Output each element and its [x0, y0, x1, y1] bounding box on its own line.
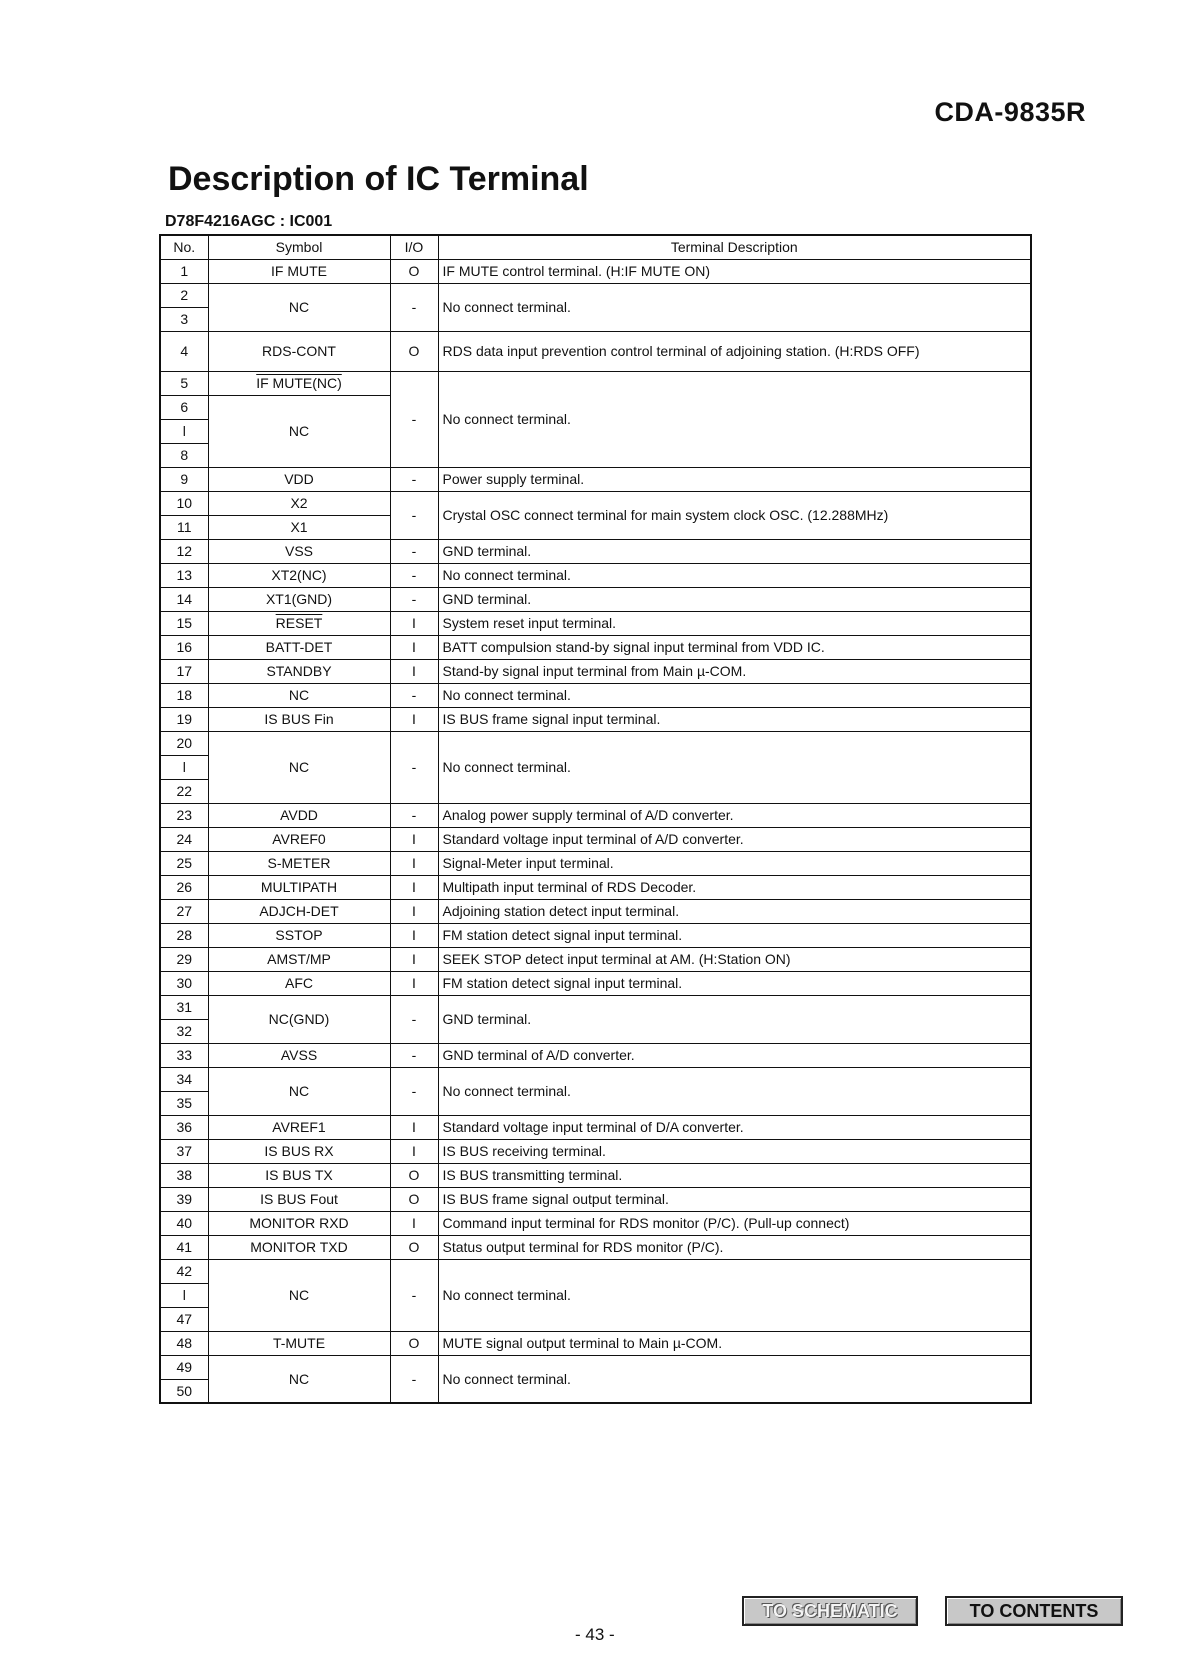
table-header-row [160, 235, 1031, 259]
pin-io: - [390, 587, 438, 611]
pin-io: - [390, 563, 438, 587]
table-row [160, 731, 1031, 755]
pin-io: I [390, 971, 438, 995]
pin-no: 24 [160, 827, 208, 851]
pin-io: - [390, 1259, 438, 1331]
pin-io: O [390, 1331, 438, 1355]
table-row [160, 971, 1031, 995]
pin-symbol: SSTOP [208, 923, 390, 947]
pin-no: 6 [160, 395, 208, 419]
pin-no: l [160, 1283, 208, 1307]
pin-no: 4 [160, 331, 208, 371]
pin-description: IS BUS transmitting terminal. [438, 1163, 1031, 1187]
pin-no: 18 [160, 683, 208, 707]
pin-description: Stand-by signal input terminal from Main µ-COM. [438, 659, 1031, 683]
col-header-io: I/O [390, 235, 438, 259]
pin-no: 33 [160, 1043, 208, 1067]
pin-io: - [390, 1067, 438, 1115]
pin-symbol: AFC [208, 971, 390, 995]
pin-no: 35 [160, 1091, 208, 1115]
pin-symbol: NC [208, 731, 390, 803]
pin-io: - [390, 731, 438, 803]
pin-symbol [208, 611, 390, 635]
pin-description: No connect terminal. [438, 731, 1031, 803]
table-row [160, 1139, 1031, 1163]
pin-description: System reset input terminal. [438, 611, 1031, 635]
pin-symbol: IS BUS Fout [208, 1187, 390, 1211]
pin-description: IF MUTE control terminal. (H:IF MUTE ON) [438, 259, 1031, 283]
pin-io: I [390, 947, 438, 971]
pin-io: I [390, 827, 438, 851]
table-row [160, 1211, 1031, 1235]
table-row [160, 899, 1031, 923]
pin-no: 19 [160, 707, 208, 731]
pin-description: No connect terminal. [438, 1355, 1031, 1403]
pin-no: 15 [160, 611, 208, 635]
table-row [160, 563, 1031, 587]
pin-symbol: VSS [208, 539, 390, 563]
pin-no: 36 [160, 1115, 208, 1139]
col-header-symbol: Symbol [208, 235, 390, 259]
pin-io: I [390, 1139, 438, 1163]
table-row [160, 259, 1031, 283]
pin-symbol: X1 [208, 515, 390, 539]
pin-no: 22 [160, 779, 208, 803]
pin-no: 12 [160, 539, 208, 563]
pin-no: 47 [160, 1307, 208, 1331]
pin-no: 9 [160, 467, 208, 491]
table-row [160, 587, 1031, 611]
pin-no: 41 [160, 1235, 208, 1259]
pin-description: No connect terminal. [438, 683, 1031, 707]
pin-io: I [390, 707, 438, 731]
pin-description: IS BUS frame signal input terminal. [438, 707, 1031, 731]
pin-no: l [160, 755, 208, 779]
pin-description: FM station detect signal input terminal. [438, 971, 1031, 995]
pin-symbol: NC [208, 283, 390, 331]
to-schematic-button[interactable]: TO SCHEMATIC [742, 1596, 918, 1626]
pin-io: I [390, 923, 438, 947]
table-row [160, 1187, 1031, 1211]
pin-io: I [390, 899, 438, 923]
pin-io: - [390, 467, 438, 491]
pin-symbol: NC(GND) [208, 995, 390, 1043]
pin-symbol: NC [208, 683, 390, 707]
table-row [160, 467, 1031, 491]
pin-symbol: MULTIPATH [208, 875, 390, 899]
pin-no: 8 [160, 443, 208, 467]
pin-no: 1 [160, 259, 208, 283]
to-contents-button[interactable]: TO CONTENTS [945, 1596, 1123, 1626]
pin-symbol: AVDD [208, 803, 390, 827]
pin-no: l [160, 419, 208, 443]
table-row [160, 803, 1031, 827]
ic-subtitle: D78F4216AGC : IC001 [165, 213, 333, 230]
pin-description: IS BUS receiving terminal. [438, 1139, 1031, 1163]
pin-symbol: IF MUTE [208, 259, 390, 283]
pin-description: Analog power supply terminal of A/D converter. [438, 803, 1031, 827]
table-row [160, 851, 1031, 875]
pin-no: 16 [160, 635, 208, 659]
pin-no: 39 [160, 1187, 208, 1211]
pin-description: No connect terminal. [438, 283, 1031, 331]
table-row [160, 539, 1031, 563]
pin-description: MUTE signal output terminal to Main µ-COM. [438, 1331, 1031, 1355]
pin-symbol: X2 [208, 491, 390, 515]
pin-io: I [390, 851, 438, 875]
pin-symbol: NC [208, 395, 390, 467]
pin-description: Crystal OSC connect terminal for main system clock OSC. (12.288MHz) [438, 491, 1031, 539]
pin-description: No connect terminal. [438, 371, 1031, 467]
pin-io: - [390, 1355, 438, 1403]
pin-no: 10 [160, 491, 208, 515]
pin-symbol: AMST/MP [208, 947, 390, 971]
pin-symbol: XT1(GND) [208, 587, 390, 611]
table-row [160, 827, 1031, 851]
pin-symbol: AVSS [208, 1043, 390, 1067]
pin-symbol: NC [208, 1355, 390, 1403]
pin-description: Power supply terminal. [438, 467, 1031, 491]
table-row [160, 923, 1031, 947]
pin-io: I [390, 875, 438, 899]
model-number: CDA-9835R [934, 97, 1086, 127]
pin-no: 38 [160, 1163, 208, 1187]
pin-symbol: XT2(NC) [208, 563, 390, 587]
pin-no: 29 [160, 947, 208, 971]
pin-io: O [390, 1235, 438, 1259]
pin-symbol: IS BUS Fin [208, 707, 390, 731]
table-row [160, 995, 1031, 1019]
pin-io: I [390, 635, 438, 659]
table-row [160, 1355, 1031, 1379]
pin-symbol: MONITOR TXD [208, 1235, 390, 1259]
table-row [160, 1067, 1031, 1091]
pin-description: Command input terminal for RDS monitor (P/C). (Pull-up connect) [438, 1211, 1031, 1235]
pin-symbol: STANDBY [208, 659, 390, 683]
pin-symbol: S-METER [208, 851, 390, 875]
pin-no: 27 [160, 899, 208, 923]
pin-symbol: IS BUS TX [208, 1163, 390, 1187]
pin-no: 48 [160, 1331, 208, 1355]
pin-io: O [390, 259, 438, 283]
pin-description: GND terminal. [438, 539, 1031, 563]
pin-no: 42 [160, 1259, 208, 1283]
pin-description: RDS data input prevention control terminal of adjoining station. (H:RDS OFF) [438, 331, 1031, 371]
pin-io: - [390, 995, 438, 1043]
table-row [160, 1235, 1031, 1259]
pin-no: 23 [160, 803, 208, 827]
table-row [160, 371, 1031, 395]
pin-no: 3 [160, 307, 208, 331]
pin-description: Standard voltage input terminal of A/D converter. [438, 827, 1031, 851]
pin-symbol: MONITOR RXD [208, 1211, 390, 1235]
pin-description: Status output terminal for RDS monitor (P/C). [438, 1235, 1031, 1259]
pin-io: - [390, 371, 438, 467]
pin-description: GND terminal of A/D converter. [438, 1043, 1031, 1067]
pin-no: 5 [160, 371, 208, 395]
pin-io: - [390, 683, 438, 707]
pin-io: - [390, 283, 438, 331]
table-row [160, 683, 1031, 707]
pin-description: FM station detect signal input terminal. [438, 923, 1031, 947]
pin-io: - [390, 539, 438, 563]
pin-io: O [390, 1187, 438, 1211]
pin-description: Standard voltage input terminal of D/A converter. [438, 1115, 1031, 1139]
table-row [160, 659, 1031, 683]
pin-symbol: T-MUTE [208, 1331, 390, 1355]
pin-no: 25 [160, 851, 208, 875]
pin-no: 32 [160, 1019, 208, 1043]
pin-no: 31 [160, 995, 208, 1019]
pin-no: 2 [160, 283, 208, 307]
pin-symbol: BATT-DET [208, 635, 390, 659]
table-row [160, 283, 1031, 307]
pin-symbol: NC [208, 1067, 390, 1115]
pin-description: GND terminal. [438, 587, 1031, 611]
table-row [160, 1043, 1031, 1067]
pin-no: 49 [160, 1355, 208, 1379]
pin-no: 13 [160, 563, 208, 587]
pin-symbol: VDD [208, 467, 390, 491]
pin-description: IS BUS frame signal output terminal. [438, 1187, 1031, 1211]
table-row [160, 331, 1031, 371]
pin-description: BATT compulsion stand-by signal input terminal from VDD IC. [438, 635, 1031, 659]
pin-no: 26 [160, 875, 208, 899]
pin-symbol: IS BUS RX [208, 1139, 390, 1163]
pin-io: - [390, 803, 438, 827]
pin-io: I [390, 1115, 438, 1139]
pin-io: - [390, 491, 438, 539]
table-row [160, 1163, 1031, 1187]
page-number: - 43 - [575, 1625, 615, 1644]
pin-no: 17 [160, 659, 208, 683]
pin-description: No connect terminal. [438, 1067, 1031, 1115]
pin-description: Multipath input terminal of RDS Decoder. [438, 875, 1031, 899]
table-row [160, 1331, 1031, 1355]
pin-no: 34 [160, 1067, 208, 1091]
table-row [160, 875, 1031, 899]
pin-no: 50 [160, 1379, 208, 1403]
pin-io: O [390, 1163, 438, 1187]
pin-io: O [390, 331, 438, 371]
pin-description: No connect terminal. [438, 1259, 1031, 1331]
pin-symbol: AVREF1 [208, 1115, 390, 1139]
pin-io: I [390, 659, 438, 683]
pin-io: I [390, 611, 438, 635]
table-row [160, 491, 1031, 515]
pin-no: 28 [160, 923, 208, 947]
pin-no: 37 [160, 1139, 208, 1163]
pin-io: - [390, 1043, 438, 1067]
pin-no: 30 [160, 971, 208, 995]
pin-symbol: NC [208, 1259, 390, 1331]
table-row [160, 707, 1031, 731]
pin-symbol-text: IF MUTE(NC) [256, 375, 342, 391]
pin-no: 20 [160, 731, 208, 755]
terminal-table [159, 234, 1032, 1404]
table-row [160, 1259, 1031, 1283]
pin-symbol-text: RESET [275, 615, 323, 631]
pin-description: SEEK STOP detect input terminal at AM. (H:Station ON) [438, 947, 1031, 971]
table-row [160, 611, 1031, 635]
pin-description: Signal-Meter input terminal. [438, 851, 1031, 875]
table-row [160, 947, 1031, 971]
pin-description: GND terminal. [438, 995, 1031, 1043]
col-header-description: Terminal Description [438, 235, 1031, 259]
pin-no: 14 [160, 587, 208, 611]
pin-symbol: AVREF0 [208, 827, 390, 851]
page-title: Description of IC Terminal [168, 160, 589, 198]
col-header-no: No. [160, 235, 208, 259]
pin-io: I [390, 1211, 438, 1235]
table-row [160, 1115, 1031, 1139]
pin-symbol [208, 371, 390, 395]
pin-symbol: RDS-CONT [208, 331, 390, 371]
pin-description: Adjoining station detect input terminal. [438, 899, 1031, 923]
table-row [160, 635, 1031, 659]
pin-no: 11 [160, 515, 208, 539]
pin-no: 40 [160, 1211, 208, 1235]
pin-symbol: ADJCH-DET [208, 899, 390, 923]
pin-description: No connect terminal. [438, 563, 1031, 587]
